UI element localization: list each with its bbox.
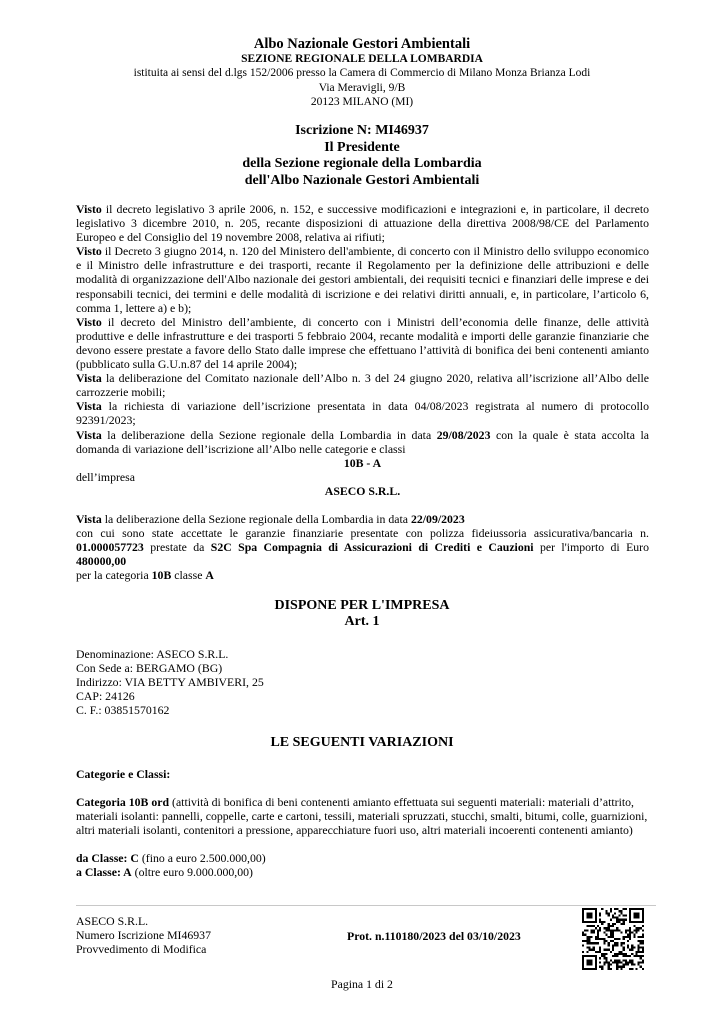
categories-block bbox=[76, 767, 649, 880]
indirizzo: Indirizzo: VIA BETTY AMBIVERI, 25 bbox=[76, 675, 264, 690]
codice-fiscale: C. F.: 03851570162 bbox=[76, 703, 170, 718]
category-description: Categoria 10B ord (attività di bonifica di beni contenenti amianto effettuata sui seguenti materiali: materiali d’attrito, materiali isolanti: pannelli, coppelle, carte e cartoni, tessili, materiali spruzzati, stucchi, smalti, bitumi, colle, guarnizioni, altri materiali isolanti, contenitori a pressione, apparecchiature fuori uso, altri materiali incoerenti contenenti amianto) bbox=[76, 795, 648, 838]
premises-block bbox=[76, 202, 649, 582]
header-title: Albo Nazionale Gestori Ambientali bbox=[253, 36, 471, 52]
footer-provvedimento: Provvedimento di Modifica bbox=[76, 942, 207, 957]
spacer bbox=[76, 498, 649, 512]
iscrizione-number: Iscrizione N: MI46937 bbox=[295, 123, 429, 138]
sede: Con Sede a: BERGAMO (BG) bbox=[76, 661, 223, 676]
delib-classes: 10B - A bbox=[343, 455, 382, 470]
cap: CAP: 24126 bbox=[76, 689, 135, 704]
garanzie-date: Vista la deliberazione della Sezione regionale della Lombardia in data 22/09/2023 bbox=[76, 511, 465, 526]
spacer bbox=[76, 837, 649, 851]
garanzie-paragraph: con cui sono state accettate le garanzie finanziarie presentate con polizza fideiussoria assicurativa/bancaria n. 01.000057723 prestate da S2C Spa Compagnia di Assicurazioni di Crediti e Cauzioni per l'importo di Euro 480000,00 bbox=[76, 526, 649, 569]
denominazione: Denominazione: ASECO S.R.L. bbox=[76, 647, 229, 661]
categories-label: Categorie e Classi: bbox=[76, 767, 171, 781]
visto-paragraph: Visto il Decreto 3 giugno 2014, n. 120 del Ministero dell'ambiente, di concerto con il Ministro dello sviluppo economico e il Ministro delle infrastrutture e dei trasporti, recante il Regolamento per la definizione delle attribuzioni e delle modalità di organizzazione dell'Albo nazionale dei gestori ambientali, dei requisiti tecnici e finanziari delle imprese e dei responsabili tecnici, dei termini e delle modalità di iscrizione e dei relativi diritti annuali, e, in particolare, l’articolo 6, comma 1, lettere a) e b); bbox=[76, 244, 649, 315]
spacer bbox=[76, 781, 649, 795]
visto-paragraph: Vista la richiesta di variazione dell’iscrizione presentata in data 04/08/2023 registrata al numero di protocollo 92391/2023; bbox=[76, 399, 649, 428]
document-header bbox=[0, 36, 724, 110]
footer-info bbox=[76, 914, 211, 956]
garanzie-category: per la categoria 10B classe A bbox=[76, 568, 214, 583]
visto-paragraph: Vista la deliberazione del Comitato nazionale dell’Albo n. 3 del 24 giugno 2020, relativa all’iscrizione all’Albo delle carrozzerie mobili; bbox=[76, 371, 649, 400]
header-city: 20123 MILANO (MI) bbox=[310, 96, 414, 108]
variazioni-heading: LE SEGUENTI VARIAZIONI bbox=[270, 735, 454, 750]
company-details bbox=[76, 647, 264, 717]
header-street: Via Meravigli, 9/B bbox=[318, 81, 406, 94]
impresa-label: dell’impresa bbox=[76, 469, 135, 484]
protocol-number: Prot. n.110180/2023 del 03/10/2023 bbox=[347, 929, 521, 943]
section-name: della Sezione regionale della Lombardia bbox=[242, 156, 482, 171]
visto-paragraph: Visto il decreto legislativo 3 aprile 2006, n. 152, e successive modificazioni e integrazioni e, in particolare, il decreto legislativo 3 dicembre 2010, n. 205, recante disposizioni di attuazione della direttiva 2008/98/CE del Parlamento Europeo e del Consiglio del 19 novembre 2008, relativa ai rifiuti; bbox=[76, 202, 649, 245]
footer-numero: Numero Iscrizione MI46937 bbox=[76, 928, 211, 943]
footer-divider bbox=[76, 905, 656, 906]
qr-code-icon bbox=[582, 908, 644, 970]
to-class: a Classe: A (oltre euro 9.000.000,00) bbox=[76, 865, 253, 880]
document-title-block bbox=[0, 123, 724, 189]
header-section: SEZIONE REGIONALE DELLA LOMBARDIA bbox=[241, 53, 483, 65]
visto-paragraph: Visto il decreto del Ministro dell’ambiente, di concerto con i Ministri dell’economia delle finanze, delle attività produttive e delle infrastrutture e dei trasporti 5 febbraio 2004, recante modalità e importi delle garanzie finanziarie che devono essere prestate a favore dello Stato dalle imprese che effettuano l’attività di bonifica dei beni contenenti amianto (pubblicato sulla G.U.n.87 del 14 aprile 2004); bbox=[76, 314, 649, 372]
dispone-title: DISPONE PER L'IMPRESA bbox=[274, 598, 450, 613]
header-institution: istituita ai sensi del d.lgs 152/2006 presso la Camera di Commercio di Milano Monza Brianza Lodi bbox=[133, 67, 591, 79]
dispone-heading bbox=[0, 598, 724, 630]
impresa-name: ASECO S.R.L. bbox=[324, 483, 401, 498]
footer-company: ASECO S.R.L. bbox=[76, 914, 149, 928]
delib-paragraph: Vista la deliberazione della Sezione regionale della Lombardia in data 29/08/2023 con la quale è stata accolta la domanda di variazione dell’iscrizione all’Albo nelle categorie e classi bbox=[76, 427, 649, 456]
article-number: Art. 1 bbox=[344, 614, 380, 629]
president-title: Il Presidente bbox=[324, 139, 400, 155]
page-number: Pagina 1 di 2 bbox=[331, 977, 393, 991]
albo-name: dell'Albo Nazionale Gestori Ambientali bbox=[244, 172, 480, 188]
from-class: da Classe: C (fino a euro 2.500.000,00) bbox=[76, 851, 266, 866]
